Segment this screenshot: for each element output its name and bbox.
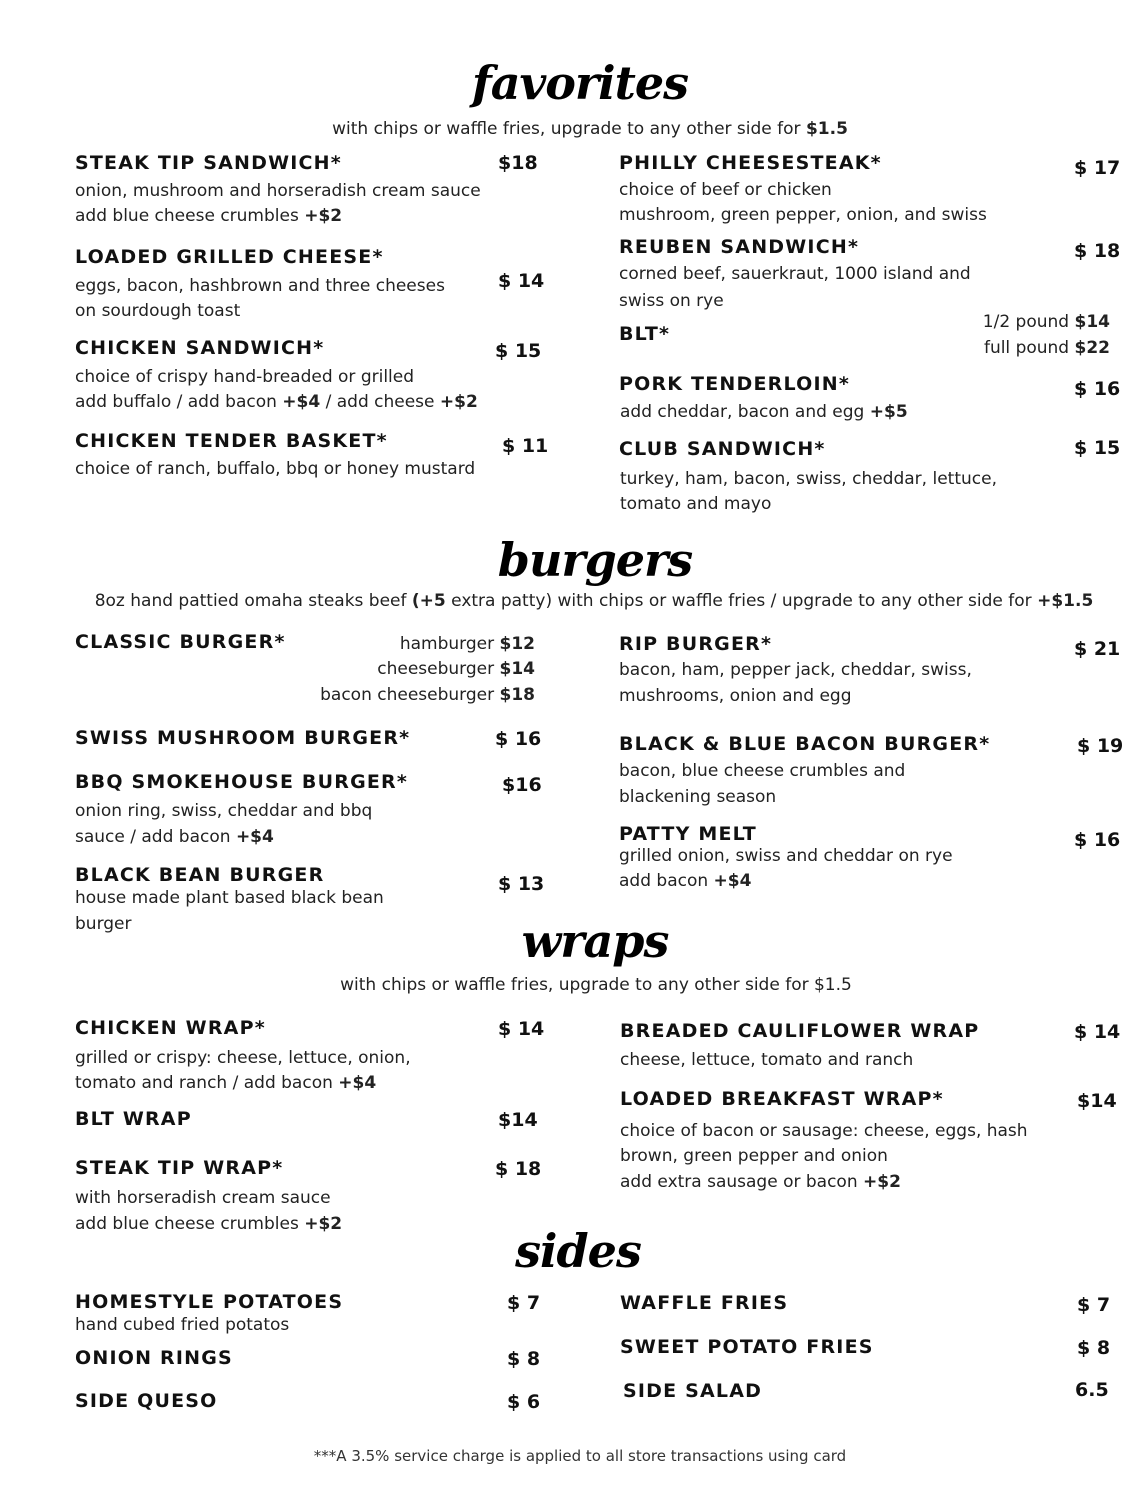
- price-swiss-mushroom-burger: $ 16: [495, 728, 542, 750]
- item-rip-burger: RIP BURGER*: [619, 633, 773, 655]
- item-homestyle-potatoes: HOMESTYLE POTATOES: [75, 1291, 344, 1313]
- desc-philly-cheesesteak: choice of beef or chicken: [619, 180, 832, 200]
- price-side-salad: 6.5: [1075, 1379, 1109, 1401]
- price-bbq-smokehouse-burger: $16: [502, 774, 542, 796]
- addon-steak-tip-sandwich: add blue cheese crumbles +$2: [75, 206, 343, 226]
- item-breaded-cauliflower-wrap: BREADED CAULIFLOWER WRAP: [620, 1020, 980, 1042]
- desc-chicken-tender-basket: choice of ranch, buffalo, bbq or honey mustard: [75, 459, 476, 479]
- item-chicken-sandwich: CHICKEN SANDWICH*: [75, 337, 325, 359]
- desc-rip-burger: bacon, ham, pepper jack, cheddar, swiss,: [619, 660, 972, 680]
- item-classic-burger: CLASSIC BURGER*: [75, 631, 286, 653]
- price-blt-wrap: $14: [498, 1109, 538, 1131]
- desc-loaded-grilled-cheese: eggs, bacon, hashbrown and three cheeses: [75, 276, 445, 296]
- item-black-bean-burger: BLACK BEAN BURGER: [75, 864, 325, 886]
- service-charge-note: ***A 3.5% service charge is applied to all store transactions using card: [313, 1447, 847, 1465]
- price-steak-tip-wrap: $ 18: [495, 1158, 542, 1180]
- item-loaded-breakfast-wrap: LOADED BREAKFAST WRAP*: [620, 1088, 944, 1110]
- addon-steak-tip-wrap: add blue cheese crumbles +$2: [75, 1214, 343, 1234]
- desc-homestyle-potatoes: hand cubed fried potatos: [75, 1315, 290, 1335]
- price-chicken-tender-basket: $ 11: [502, 435, 549, 457]
- addon-pork-tenderloin: add cheddar, bacon and egg +$5: [620, 402, 908, 422]
- favorites-subtitle: with chips or waffle fries, upgrade to any other side for $1.5: [332, 119, 848, 139]
- blt-half-pound: 1/2 pound $14: [982, 312, 1110, 332]
- classic-bacon-cheeseburger: bacon cheeseburger $18: [320, 685, 535, 705]
- item-club-sandwich: CLUB SANDWICH*: [619, 438, 826, 460]
- price-black-bean-burger: $ 13: [498, 873, 545, 895]
- addon-loaded-breakfast-wrap: add extra sausage or bacon +$2: [620, 1172, 901, 1192]
- price-patty-melt: $ 16: [1074, 829, 1121, 851]
- item-swiss-mushroom-burger: SWISS MUSHROOM BURGER*: [75, 727, 411, 749]
- price-chicken-wrap: $ 14: [498, 1018, 545, 1040]
- item-blt: BLT*: [619, 323, 671, 345]
- addon-chicken-sandwich: add buffalo / add bacon +$4 / add cheese +$2: [75, 392, 478, 412]
- wraps-heading: wraps: [521, 914, 669, 968]
- classic-cheeseburger: cheeseburger $14: [377, 659, 535, 679]
- price-chicken-sandwich: $ 15: [495, 340, 542, 362]
- desc-reuben-sandwich: corned beef, sauerkraut, 1000 island and: [619, 264, 971, 284]
- sides-heading: sides: [515, 1224, 641, 1278]
- desc-loaded-breakfast-wrap: choice of bacon or sausage: cheese, eggs, hash: [620, 1121, 1028, 1141]
- price-reuben-sandwich: $ 18: [1074, 240, 1121, 262]
- desc-chicken-wrap: grilled or crispy: cheese, lettuce, onion,: [75, 1048, 411, 1068]
- price-homestyle-potatoes: $ 7: [507, 1292, 541, 1314]
- desc-patty-melt: grilled onion, swiss and cheddar on rye: [619, 846, 953, 866]
- price-side-queso: $ 6: [507, 1391, 541, 1413]
- price-waffle-fries: $ 7: [1077, 1294, 1111, 1316]
- price-steak-tip-sandwich: $18: [498, 152, 538, 174]
- item-side-queso: SIDE QUESO: [75, 1390, 218, 1412]
- price-pork-tenderloin: $ 16: [1074, 378, 1121, 400]
- item-side-salad: SIDE SALAD: [623, 1380, 763, 1402]
- price-philly-cheesesteak: $ 17: [1074, 157, 1121, 179]
- desc-bbq-smokehouse-burger: onion ring, swiss, cheddar and bbq: [75, 801, 373, 821]
- item-reuben-sandwich: REUBEN SANDWICH*: [619, 236, 860, 258]
- item-black-blue-bacon-burger: BLACK & BLUE BACON BURGER*: [619, 733, 991, 755]
- desc-breaded-cauliflower-wrap: cheese, lettuce, tomato and ranch: [620, 1050, 914, 1070]
- desc-black-bean-burger: house made plant based black bean: [75, 888, 384, 908]
- desc-chicken-sandwich: choice of crispy hand-breaded or grilled: [75, 367, 415, 387]
- desc2-philly-cheesesteak: mushroom, green pepper, onion, and swiss: [619, 205, 987, 225]
- classic-hamburger: hamburger $12: [399, 634, 535, 654]
- price-loaded-grilled-cheese: $ 14: [498, 270, 545, 292]
- price-rip-burger: $ 21: [1074, 638, 1121, 660]
- burgers-heading: burgers: [497, 533, 693, 587]
- desc-steak-tip-wrap: with horseradish cream sauce: [75, 1188, 331, 1208]
- desc-steak-tip-sandwich: onion, mushroom and horseradish cream sauce: [75, 181, 481, 201]
- desc2-loaded-grilled-cheese: on sourdough toast: [75, 301, 241, 321]
- item-loaded-grilled-cheese: LOADED GRILLED CHEESE*: [75, 246, 384, 268]
- item-steak-tip-sandwich: STEAK TIP SANDWICH*: [75, 152, 342, 174]
- desc-club-sandwich: turkey, ham, bacon, swiss, cheddar, lettuce,: [620, 469, 997, 489]
- addon-bbq-smokehouse-burger: sauce / add bacon +$4: [75, 827, 274, 847]
- price-breaded-cauliflower-wrap: $ 14: [1074, 1021, 1121, 1043]
- desc2-rip-burger: mushrooms, onion and egg: [619, 686, 852, 706]
- desc2-club-sandwich: tomato and mayo: [620, 494, 772, 514]
- item-pork-tenderloin: PORK TENDERLOIN*: [619, 373, 850, 395]
- item-blt-wrap: BLT WRAP: [75, 1108, 192, 1130]
- addon-chicken-wrap: tomato and ranch / add bacon +$4: [75, 1073, 377, 1093]
- price-club-sandwich: $ 15: [1074, 437, 1121, 459]
- blt-full-pound: full pound $22: [983, 338, 1110, 358]
- price-onion-rings: $ 8: [507, 1348, 541, 1370]
- item-patty-melt: PATTY MELT: [619, 823, 757, 845]
- item-onion-rings: ONION RINGS: [75, 1347, 233, 1369]
- favorites-heading: favorites: [471, 56, 689, 110]
- price-sweet-potato-fries: $ 8: [1077, 1337, 1111, 1359]
- item-steak-tip-wrap: STEAK TIP WRAP*: [75, 1157, 284, 1179]
- item-philly-cheesesteak: PHILLY CHEESESTEAK*: [619, 152, 882, 174]
- desc2-reuben-sandwich: swiss on rye: [619, 291, 724, 311]
- price-loaded-breakfast-wrap: $14: [1077, 1090, 1117, 1112]
- desc2-black-blue-bacon-burger: blackening season: [619, 787, 777, 807]
- item-chicken-tender-basket: CHICKEN TENDER BASKET*: [75, 430, 388, 452]
- desc2-loaded-breakfast-wrap: brown, green pepper and onion: [620, 1146, 888, 1166]
- item-sweet-potato-fries: SWEET POTATO FRIES: [620, 1336, 874, 1358]
- burgers-subtitle: 8oz hand pattied omaha steaks beef (+5 extra patty) with chips or waffle fries / upgrade to any other side for +$1.5: [94, 591, 1094, 611]
- desc2-black-bean-burger: burger: [75, 914, 132, 934]
- item-chicken-wrap: CHICKEN WRAP*: [75, 1017, 266, 1039]
- item-waffle-fries: WAFFLE FRIES: [620, 1292, 789, 1314]
- addon-patty-melt: add bacon +$4: [619, 871, 752, 891]
- item-bbq-smokehouse-burger: BBQ SMOKEHOUSE BURGER*: [75, 771, 409, 793]
- price-black-blue-bacon-burger: $ 19: [1077, 735, 1124, 757]
- desc-black-blue-bacon-burger: bacon, blue cheese crumbles and: [619, 761, 906, 781]
- wraps-subtitle: with chips or waffle fries, upgrade to any other side for $1.5: [340, 975, 852, 995]
